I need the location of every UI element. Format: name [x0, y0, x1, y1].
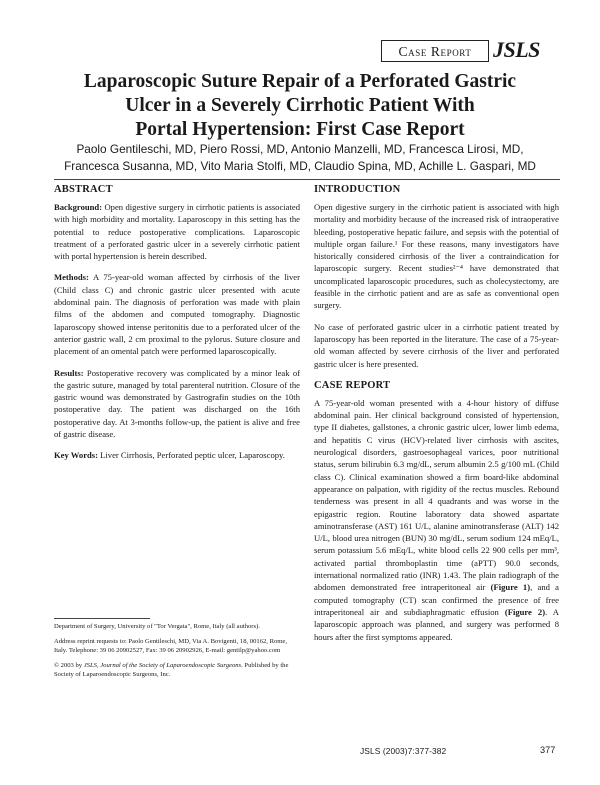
introduction-paragraph-2: No case of perforated gastric ulcer in a cirrhotic patient treated by laparoscopy has been reported in the literature. The case of a 75-year-old woman affected by severe cirrhosis of the liver and perforated gastric ulcer is here presented. — [314, 321, 559, 369]
author-list — [30, 141, 570, 174]
affiliation-note: Department of Surgery, University of "Tor Vergata", Rome, Italy (all authors). — [54, 623, 260, 630]
methods-label: Methods: — [54, 272, 89, 283]
keywords-label: Key Words: — [54, 450, 99, 461]
left-column — [54, 183, 300, 471]
introduction-paragraph-1: Open digestive surgery in the cirrhotic patient is associated with high mortality and morbidity because of the increased risk of intraoperative bleeding, postoperative hepatic failure, and sepsis with the potential of multiple organ failure.¹ For these reasons, many investigators have historically considered cirrhosis of the liver a contraindication for laparoscopic surgery. Recent studies²⁻⁴ have demonstrated that uncomplicated laparoscopic procedures, such as cholecystectomy, are feasible in the cirrhotic patient and are as safe as conventional open surgery. — [314, 202, 559, 311]
title-line-3: Portal Hypertension: First Case Report — [135, 119, 465, 140]
journal-reference: JSLS (2003)7:377-382 — [360, 746, 447, 756]
case-text-3: . A laparoscopic approach was planned, and surgery was performed 8 hours after the first symptoms appeared. — [314, 606, 559, 642]
title-line-1: Laparoscopic Suture Repair of a Perforated Gastric — [83, 71, 517, 92]
case-report-heading: CASE REPORT — [314, 379, 391, 391]
authors-line-1: Paolo Gentileschi, MD, Piero Rossi, MD, Antonio Manzelli, MD, Francesca Lirosi, MD, — [76, 142, 524, 156]
footnote-divider — [54, 618, 150, 619]
abstract-background — [54, 201, 300, 262]
results-label: Results: — [54, 367, 84, 378]
background-label: Background: — [54, 202, 103, 212]
journal-logo: JSLS — [493, 37, 540, 62]
right-column — [314, 183, 559, 652]
results-text: Postoperative recovery was complicated by a minor leak of the gastric suture, managed by total parenteral nutrition. Closure of the gastric wound was demonstrated by Gastrografin studies on the 10th postoperative day. The patient was discharged on the 16th postoperative day. At 3-months follow-up, the patient is alive and free of gastric disease. — [54, 367, 300, 440]
footnotes — [54, 622, 300, 685]
figure-1-ref[interactable]: (Figure 1) — [490, 582, 531, 593]
copyright-suffix: . Published by the Society of Laparoendoscopic Surgeons, Inc. — [54, 662, 289, 678]
case-report-label: Case Report — [381, 40, 489, 62]
page-number: 377 — [540, 745, 556, 755]
case-report-paragraph — [314, 397, 559, 643]
keywords-text: Liver Cirrhosis, Perforated peptic ulcer, Laparoscopy. — [100, 450, 285, 461]
copyright-journal: JSLS, Journal of the Society of Laparoendoscopic Surgeons — [83, 662, 242, 669]
authors-line-2: Francesca Susanna, MD, Vito Maria Stolfi, MD, Claudio Spina, MD, Achille L. Gaspari, MD — [64, 158, 536, 173]
abstract-heading: ABSTRACT — [54, 184, 113, 195]
abstract-methods — [54, 271, 300, 357]
methods-text: A 75-year-old woman affected by cirrhosis of the liver (Child class C) and chronic gastric ulcer presented with acute abdominal pain. The diagnosis of perforation was made with plain films of the abdomen and computed tomography. Diagnostic laparoscopy showed intense peritonitis due to a perforated ulcer of the anterior gastric wall, 2 cm proximal to the pylorus. Suture closure and placement of an omental patch were performed laparoscopically. — [54, 272, 300, 357]
abstract-results — [54, 367, 300, 441]
background-text: Open digestive surgery in cirrhotic patients is associated with high morbidity and mortality. Laparoscopy in this setting has the potential to reduce postoperative complications. Laparoscopic treatment of a perforated gastric ulcer in a severely cirrhotic patient with portal hypertension is herein described. — [54, 202, 300, 262]
copyright-note — [54, 661, 300, 679]
copyright-prefix: © 2003 by — [54, 662, 83, 669]
introduction-heading: INTRODUCTION — [314, 184, 401, 195]
case-text-1: A 75-year-old woman presented with a 4-hour history of diffuse abdominal pain. Her clinical background consisted of hypertension, type II diabetes, gallstones, a chronic gastric ulcer, lower limb edema, and hepatitis C virus (HCV)-related liver cirrhosis with ascites, neurological disorders, gastroesophageal varices, poor nutritional status, serum bilirubin 6.3 mg/dL, serum albumin 2.5 g/100 mL (Child class C). Clinical examination showed a firm board-like abdominal appearance on palpation, with rigidity of the rectus muscles. Rebound tenderness was present in all 4 quadrants and was worse in the epigastric region. Routine laboratory data showed aspartate aminotransferase (AST) 161 U/L, alanine aminotransferase (ALT) 142 U/L, blood urea nitrogen (BUN) 30 mg/dL, serum sodium 124 mEq/L, serum potassium 5.6 mEq/L, white blood cells 22 900 cells per mm³, activated partial thromboplastin time (aPTT) 90.0 seconds, international normalized ratio (INR) 1.43. The plain radiograph of the abdomen demonstrated free intraperitoneal air — [314, 397, 559, 593]
paper-title — [40, 70, 560, 142]
figure-2-ref[interactable]: (Figure 2) — [504, 606, 546, 617]
title-line-2: Ulcer in a Severely Cirrhotic Patient With — [125, 95, 475, 116]
case-text-2: , and a computed tomography (CT) scan confirmed the presence of free intraperitoneal air and subdiaphragmatic effusion — [314, 582, 559, 617]
title-divider — [54, 179, 560, 180]
abstract-keywords — [54, 449, 300, 461]
reprint-note: Address reprint requests to: Paolo Gentileschi, MD, Via A. Bovigenti, 18, 00162, Rome, Italy. Telephone: 39 06 20902527, Fax: 39 06 20902926, E-mail: gentilp@yahoo.com — [54, 638, 287, 654]
